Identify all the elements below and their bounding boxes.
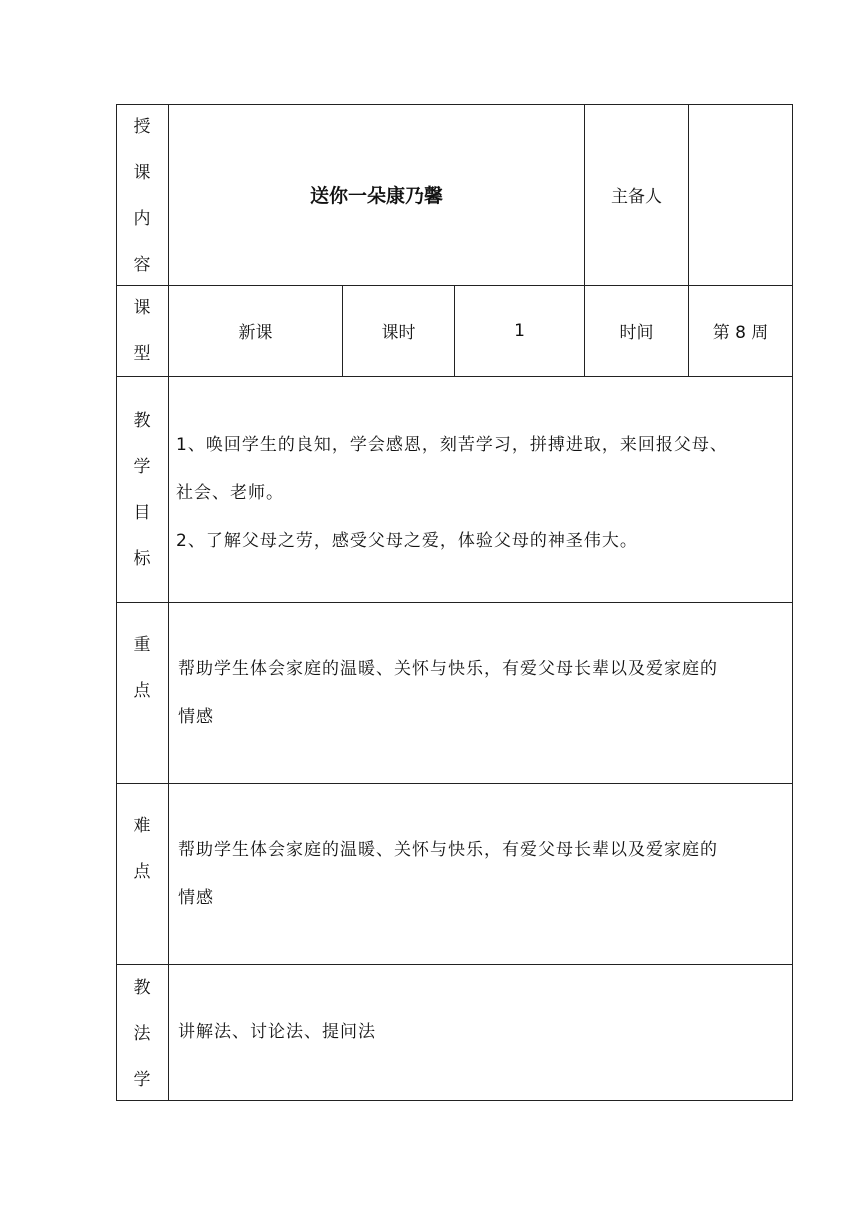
key-point-line: 帮助学生体会家庭的温暖、关怀与快乐，有爱父母长辈以及爱家庭的 xyxy=(178,659,718,679)
methods-content xyxy=(178,1008,789,1056)
label-char: 授 xyxy=(133,116,151,137)
teaching-goals-content xyxy=(178,421,789,565)
label-char: 容 xyxy=(133,254,151,275)
label-char: 教 xyxy=(133,411,151,431)
label-char: 学 xyxy=(133,1070,151,1090)
key-points-label xyxy=(116,622,168,714)
label-char: 教 xyxy=(133,978,151,998)
class-hours-value: 1 xyxy=(514,320,525,341)
lesson-title: 送你一朵康乃馨 xyxy=(309,185,443,207)
lesson-content-label xyxy=(116,106,168,285)
teaching-goals-label xyxy=(116,398,168,582)
difficulty-line: 情感 xyxy=(178,888,214,908)
label-char: 重 xyxy=(133,635,151,655)
row-divider xyxy=(116,964,793,965)
goal-line: 社会、老师。 xyxy=(176,483,284,503)
label-char: 学 xyxy=(133,457,151,477)
methods-label xyxy=(116,965,168,1103)
key-points-content xyxy=(178,645,789,741)
label-char: 课 xyxy=(133,162,151,183)
key-point-line: 情感 xyxy=(178,707,214,727)
label-char: 点 xyxy=(133,862,151,882)
label-char: 课 xyxy=(133,298,151,318)
label-char: 点 xyxy=(133,681,151,701)
label-char: 难 xyxy=(133,816,151,836)
method-line: 讲解法、讨论法、提问法 xyxy=(178,1022,376,1042)
table-border-bottom xyxy=(116,1100,793,1101)
preparer-label: 主备人 xyxy=(611,187,662,207)
label-char: 目 xyxy=(133,503,151,523)
goal-line: 1、唤回学生的良知，学会感恩，刻苦学习，拼搏进取，来回报父母、 xyxy=(176,435,728,455)
row-divider xyxy=(116,783,793,784)
difficulty-line: 帮助学生体会家庭的温暖、关怀与快乐，有爱父母长辈以及爱家庭的 xyxy=(178,840,718,860)
label-char: 法 xyxy=(133,1024,151,1044)
lesson-type-label xyxy=(116,286,168,376)
table-border-right xyxy=(792,104,793,1101)
label-char: 内 xyxy=(133,208,151,229)
label-char: 标 xyxy=(133,549,151,569)
label-char: 型 xyxy=(133,344,151,364)
goal-line: 2、了解父母之劳，感受父母之爱，体验父母的神圣伟大。 xyxy=(176,531,638,551)
difficulties-content xyxy=(178,826,789,922)
class-hours-label: 课时 xyxy=(381,323,416,343)
time-value: 第 8 周 xyxy=(712,323,769,343)
time-label: 时间 xyxy=(619,323,654,343)
difficulties-label xyxy=(116,803,168,895)
preparer-value xyxy=(689,104,792,285)
lesson-type-value: 新课 xyxy=(238,323,273,343)
row-divider xyxy=(116,602,793,603)
lesson-plan-table xyxy=(116,104,793,1100)
